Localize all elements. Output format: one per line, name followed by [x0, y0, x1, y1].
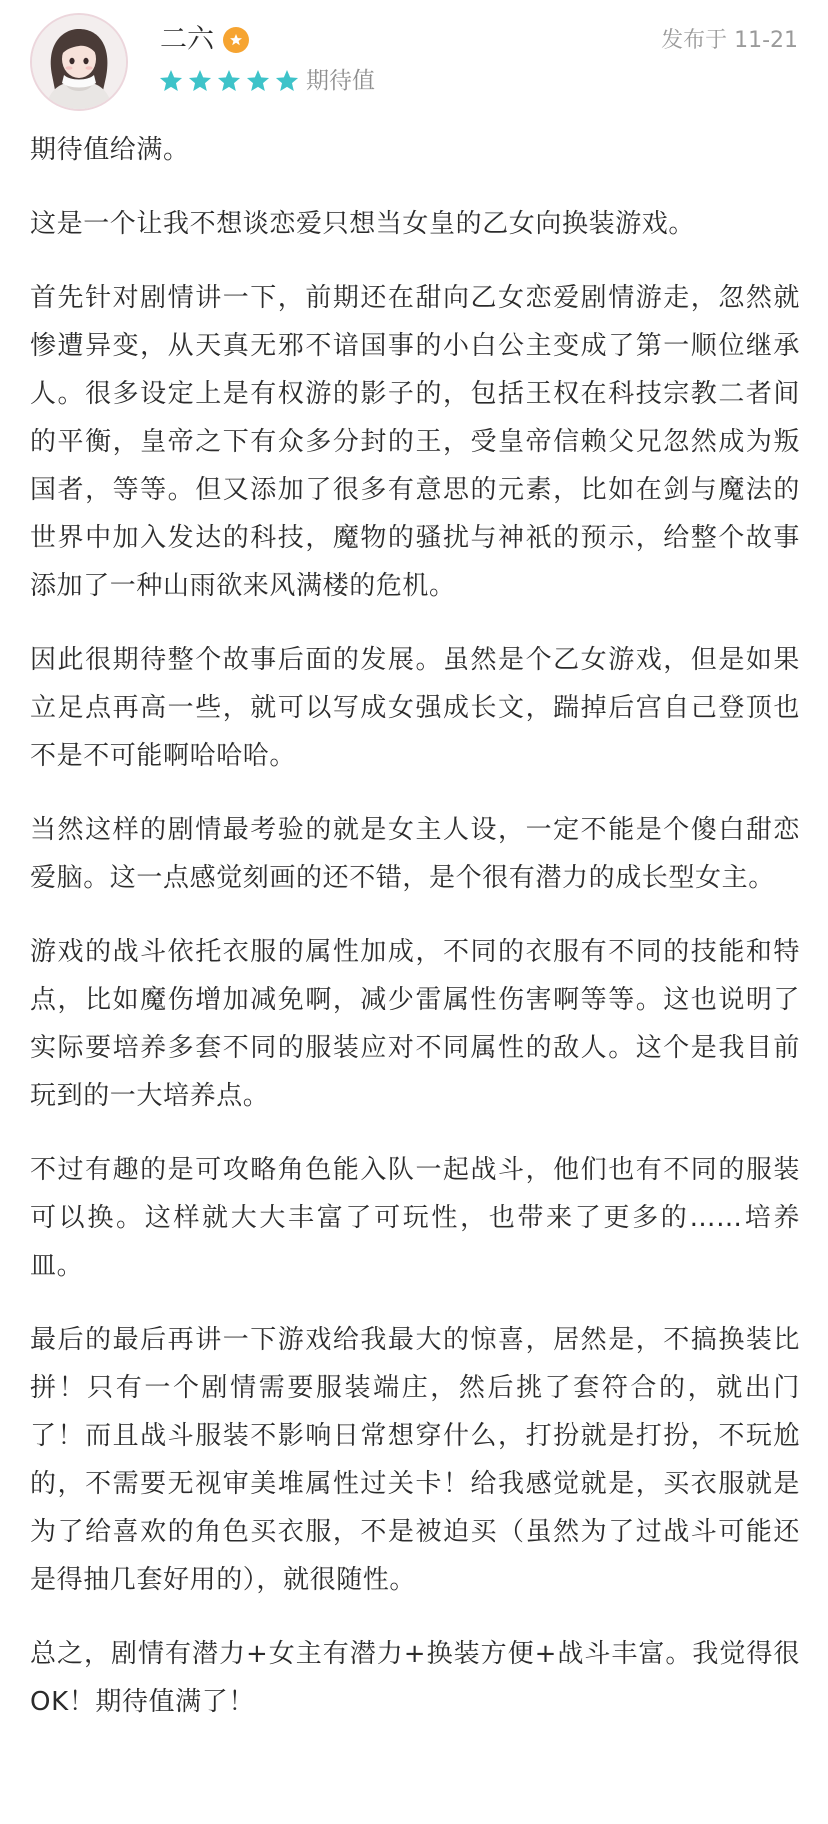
rating-stars — [158, 68, 300, 94]
review-paragraph: 不过有趣的是可攻略角色能入队一起战斗，他们也有不同的服装可以换。这样就大大丰富了可玩性，也带来了更多的……培养皿。 — [30, 1155, 800, 1281]
verified-badge-icon — [223, 27, 249, 53]
review-paragraph: 首先针对剧情讲一下，前期还在甜向乙女恋爱剧情游走，忽然就惨遭异变，从天真无邪不谙国事的小白公主变成了第一顺位继承人。很多设定上是有权游的影子的，包括王权在科技宗教二者间的平衡，皇帝之下有众多分封的王，受皇帝信赖父兄忽然成为叛国者，等等。但又添加了很多有意思的元素，比如在剑与魔法的世界中加入发达的科技，魔物的骚扰与神祇的预示，给整个故事添加了一种山雨欲来风满楼的危机。 — [30, 283, 800, 601]
star-icon — [187, 68, 213, 94]
rating-label: 期待值 — [306, 68, 375, 94]
star-icon — [245, 68, 271, 94]
review-body — [30, 126, 800, 1752]
review-paragraph: 最后的最后再讲一下游戏给我最大的惊喜，居然是，不搞换装比拼！只有一个剧情需要服装端庄，然后挑了套符合的，就出门了！而且战斗服装不影响日常想穿什么，打扮就是打扮，不玩尬的，不需要无视审美堆属性过关卡！给我感觉就是，买衣服就是为了给喜欢的角色买衣服，不是被迫买（虽然为了过战斗可能还是得抽几套好用的），就很随性。 — [30, 1325, 800, 1595]
review-paragraph: 期待值给满。 — [30, 135, 190, 165]
review-paragraph: 游戏的战斗依托衣服的属性加成，不同的衣服有不同的技能和特点，比如魔伤增加减免啊，减少雷属性伤害啊等等。这也说明了实际要培养多套不同的服装应对不同属性的敌人。这个是我目前玩到的一大培养点。 — [30, 937, 800, 1111]
avatar-girl-illustration-icon — [32, 15, 126, 109]
review-paragraph: 总之，剧情有潜力+女主有潜力+换装方便+战斗丰富。我觉得很OK！期待值满了！ — [30, 1639, 800, 1717]
author-name[interactable]: 二六 — [160, 24, 214, 55]
review-paragraph: 因此很期待整个故事后面的发展。虽然是个乙女游戏，但是如果立足点再高一些，就可以写成女强成长文，踹掉后宫自己登顶也不是不可能啊哈哈哈。 — [30, 645, 800, 771]
review-paragraph: 这是一个让我不想谈恋爱只想当女皇的乙女向换装游戏。 — [30, 209, 696, 239]
review-header — [0, 0, 828, 120]
author-avatar[interactable] — [30, 13, 128, 111]
star-icon — [216, 68, 242, 94]
star-icon — [274, 68, 300, 94]
star-icon — [158, 68, 184, 94]
post-date: 发布于 11-21 — [661, 28, 798, 53]
review-paragraph: 当然这样的剧情最考验的就是女主人设，一定不能是个傻白甜恋爱脑。这一点感觉刻画的还不错，是个很有潜力的成长型女主。 — [30, 815, 800, 893]
